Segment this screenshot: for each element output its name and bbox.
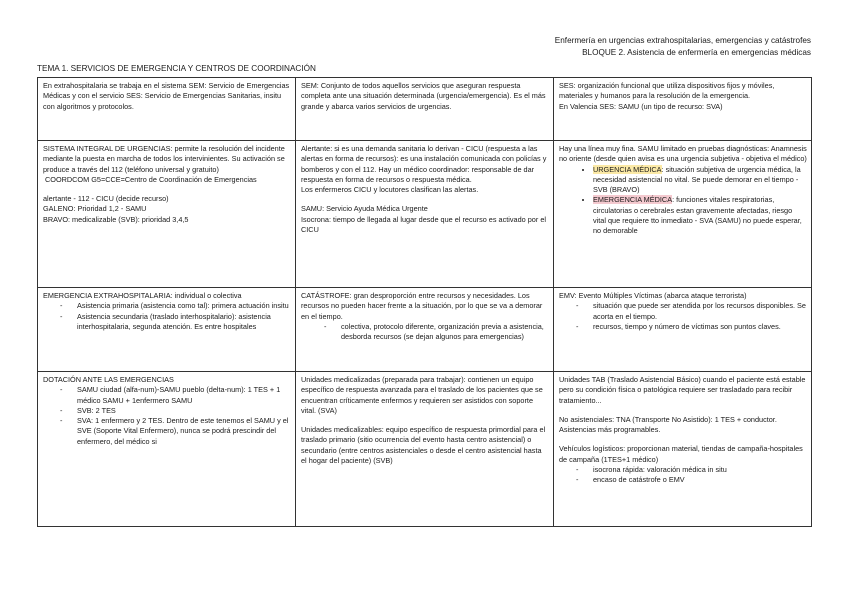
dash-list xyxy=(559,301,807,332)
cell-ses-definition xyxy=(554,78,812,141)
cell-catastrofe xyxy=(296,288,554,372)
notes-table xyxy=(37,77,812,527)
cell-text: SES: organización funcional que utiliza dispositivos fijos y móviles, materiales y humanos para la resolución de la emergencia. xyxy=(559,81,775,101)
table-row xyxy=(38,78,812,141)
header-block-title: BLOQUE 2. Asistencia de enfermería en emergencias médicas xyxy=(582,48,811,57)
cell-urgencia-emergencia xyxy=(554,141,812,288)
list-item xyxy=(593,195,807,236)
cell-sistema-integral xyxy=(38,141,296,288)
list-item: - Asistencia secundaria (traslado interhospitalario): asistencia interhospitalaria, segunda atención. Es entre hospitales xyxy=(77,312,291,333)
table-row xyxy=(38,372,812,527)
cell-text: alertante - 112 - CICU (decide recurso) xyxy=(43,194,169,204)
cell-text: Hay una línea muy fina. SAMU limitado en pruebas diagnósticas: Anamnesis no oriente (desde quien avisa es una urgencia subjetiva - objetiva el médico) xyxy=(559,144,807,164)
list-item: - SAMU ciudad (alfa-num)-SAMU pueblo (delta-num): 1 TES + 1 médico SAMU + 1enfermero SAMU xyxy=(77,385,291,406)
list-item: - isocrona rápida: valoración médica in situ xyxy=(593,465,807,475)
cell-text: COORDCOM G5=CCE=Centro de Coordinación de Emergencias xyxy=(45,174,257,184)
list-item: - situación que puede ser atendida por los recursos disponibles. Se acorta en el tiempo. xyxy=(593,301,807,322)
table-row xyxy=(38,141,812,288)
cell-text: No asistenciales: TNA (Transporte No Asistido): 1 TES + conductor. Asistencias más programables. xyxy=(559,414,777,435)
list-item: - SVB: 2 TES xyxy=(77,406,291,416)
cell-emergencia-extrahospitalaria xyxy=(38,288,296,372)
cell-text: GALENO: Prioridad 1,2 - SAMU xyxy=(43,204,147,214)
cell-dotacion xyxy=(38,372,296,527)
dash-list xyxy=(43,385,291,447)
header-course-title: Enfermería en urgencias extrahospitalarias, emergencias y catástrofes xyxy=(554,36,811,45)
table-row xyxy=(38,288,812,372)
cell-emv xyxy=(554,288,812,372)
cell-text: EMERGENCIA EXTRAHOSPITALARIA: individual o colectiva xyxy=(43,291,242,300)
definition-list xyxy=(559,165,807,237)
cell-text: Vehículos logísticos: proporcionan material, tiendas de campaña-hospitales de campaña (1TES+1 médico) xyxy=(559,444,803,464)
term-text: : situación subjetiva de urgencia médica, la necesidad asistencial no vital. Se puede demorar en el tiempo - SVB (BRAVO) xyxy=(593,164,801,195)
term-urgencia-medica: URGENCIA MÉDICA xyxy=(593,164,662,174)
list-item: - encaso de catástrofe o EMV xyxy=(593,475,807,485)
list-item: - recursos, tiempo y número de víctimas son puntos claves. xyxy=(593,322,807,332)
dash-list xyxy=(301,322,549,343)
term-text: : funciones vitales respiratorias, circulatorias o cerebrales estan gravemente afectadas, riesgo vital que requiere tto inmediato - SVA (SAMU) no puede esperar, no demorable xyxy=(593,195,802,236)
cell-text: Alertante: si es una demanda sanitaria lo derivan - CICU (respuesta a las alertas en forma de recursos): es una instalación comunicada con policías y bomberos y con el 112. Hay un médico coordinador: responsable de dar respuesta en forma de recursos o respuesta médica. xyxy=(301,144,547,184)
list-item: - SVA: 1 enfermero y 2 TES. Dentro de este tenemos el SAMU y el SVE (Soporte Vital Enfermero), nunca se podrá prescindir del enfermero, del médico si xyxy=(77,416,291,447)
cell-unidades-tab xyxy=(554,372,812,527)
cell-unidades-medicalizadas xyxy=(296,372,554,527)
list-item xyxy=(593,165,807,196)
cell-sem-intro xyxy=(38,78,296,141)
cell-text: En Valencia SES: SAMU (un tipo de recurso: SVA) xyxy=(559,101,723,111)
term-emergencia-medica: EMERGENCIA MÉDICA xyxy=(593,195,673,205)
cell-text: CATÁSTROFE: gran desproporción entre recursos y necesidades. Los recursos no pueden hacer frente a la situación, por lo que se va a demorar en el tiempo. xyxy=(301,291,543,321)
cell-text: SISTEMA INTEGRAL DE URGENCIAS: permite la resolución del incidente mediante la puesta en marcha de todos los intervinientes. Su activación se produce a través del 112 (teléfono universal y gratuito) xyxy=(43,144,285,174)
cell-text: DOTACIÓN ANTE LAS EMERGENCIAS xyxy=(43,375,174,384)
page-title: TEMA 1. SERVICIOS DE EMERGENCIA Y CENTROS DE COORDINACIÓN xyxy=(37,64,316,73)
cell-text: SEM: Conjunto de todos aquellos servicios que aseguran respuesta completa ante una situación determinada (urgencia/emergencia). Es el más grande y abarca varios servicios de urgencias. xyxy=(301,81,546,111)
cell-text: SAMU: Servicio Ayuda Médica Urgente xyxy=(301,204,428,214)
cell-text: BRAVO: medicalizable (SVB): prioridad 3,4,5 xyxy=(43,214,189,224)
cell-text: En extrahospitalaria se trabaja en el sistema SEM: Servicio de Emergencias Médicas y con el servicio SES: Servicio de Emergencias Sanitarias, insitu con algoritmos y protocolos. xyxy=(43,81,290,111)
cell-text: Unidades TAB (Traslado Asistencial Básico) cuando el paciente está estable pero su condición física o patológica requiere ser trasladado para recibir tratamiento... xyxy=(559,375,806,405)
cell-alertante xyxy=(296,141,554,288)
dash-list xyxy=(43,301,291,332)
cell-text: Isocrona: tiempo de llegada al lugar desde que el recurso es activado por el CICU xyxy=(301,214,547,235)
cell-text: Unidades medicalizadas (preparada para trabajar): contienen un equipo específico de respuesta avanzada para el traslado de los pacientes que se encuentran críticamente enfermos y requieren ser asistidos con soporte vital. (SVA) xyxy=(301,375,543,415)
cell-text: Los enfermeros CICU y locutores clasifican las alertas. xyxy=(301,185,479,195)
list-item: - Asistencia primaria (asistencia como tal): primera actuación insitu xyxy=(77,301,291,311)
cell-text: Unidades medicalizables: equipo específico de respuesta primordial para el traslado primario (sitio ocurrencia del evento hasta centro asistencial) o secundario (entre centros asistenciales o desde el centro asistencial hasta el hogar del paciente) (SVB) xyxy=(301,425,546,466)
cell-text: EMV: Evento Múltiples Víctimas (abarca ataque terrorista) xyxy=(559,291,747,300)
list-item: - colectiva, protocolo diferente, organización previa a asistencia, desborda recursos (se dejan algunos para emergencias) xyxy=(341,322,549,343)
dash-list xyxy=(559,465,807,486)
cell-sem-definition xyxy=(296,78,554,141)
